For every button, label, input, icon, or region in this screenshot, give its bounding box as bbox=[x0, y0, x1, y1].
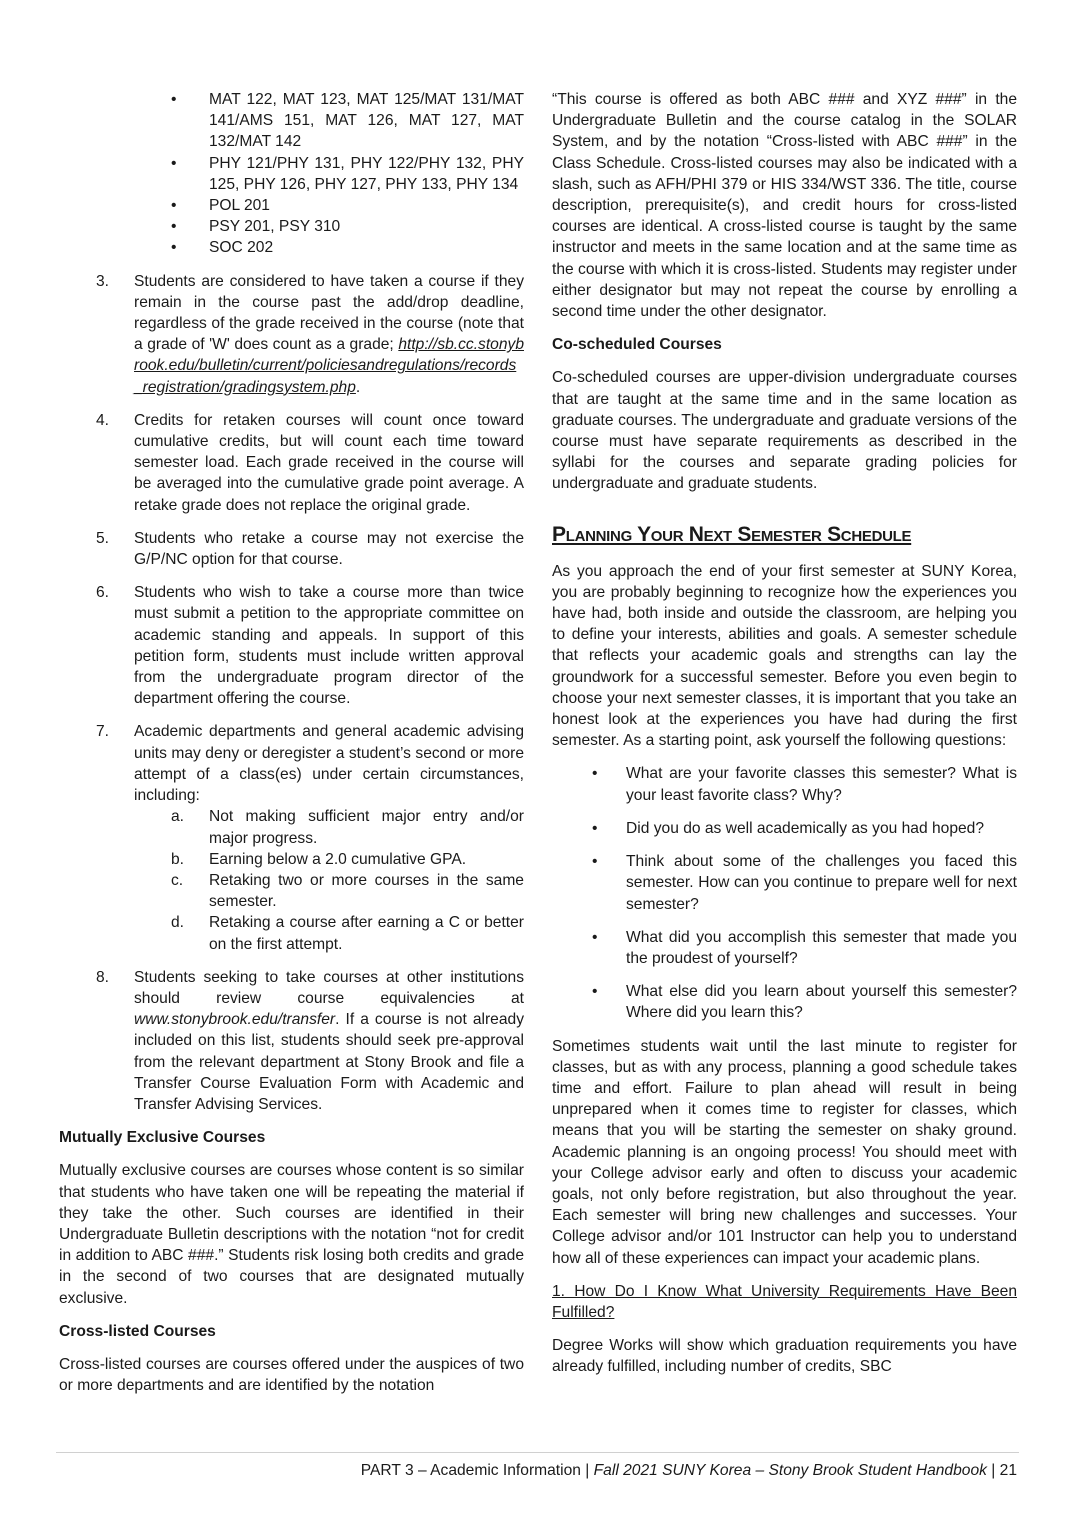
reflection-questions bbox=[552, 763, 1017, 1023]
list-item-5 bbox=[59, 528, 524, 570]
list-item: • What else did you learn about yourself this semester? Where did you learn this? bbox=[552, 981, 1017, 1023]
planning-body: Sometimes students wait until the last minute to register for classes, but as with any process, planning a good schedule takes time and effort. Failure to plan ahead will result in being unprepared when it comes time to register for classes, which means that you will be starting the semester on shaky ground. Academic planning is an ongoing process! You should meet with your College advisor early and often to discuss your academic goals, not only before registration, but also throughout the year. Each semester will bring new challenges and successes. Your College advisor and/or 101 Instructor can help you to understand how all of these experiences can impact your academic plans. bbox=[552, 1037, 1017, 1267]
list-item: • MAT 122, MAT 123, MAT 125/MAT 131/MAT 141/AMS 151, MAT 126, MAT 127, MAT 132/MAT 142 bbox=[59, 89, 524, 153]
cross-listed-text: Cross-listed courses are courses offered under the auspices of two or more departments and are identified by the notation bbox=[59, 1355, 524, 1395]
grading-system-link[interactable]: http://sb.cc.stonybrook.edu/bulletin/current/policiesandregulations/records_registration/gradingsystem.php bbox=[134, 336, 524, 396]
item-text: Academic departments and general academic advising units may deny or deregister a student’s second or more attempt of a class(es) under certain circumstances, including: bbox=[134, 723, 524, 805]
planning-intro: As you approach the end of your first semester at SUNY Korea, you are probably beginning to recognize how the experiences you have had, both inside and outside the classroom, are helping you to define your interests, abilities and goals. A semester schedule that reflects your academic goals and strengths can lay the groundwork for a successful semester. Before you even begin to choose your next semester classes, it is important that you take an honest look at the experiences you have had during the first semester. As a starting point, ask yourself the following questions: bbox=[552, 562, 1017, 750]
list-item-4 bbox=[59, 410, 524, 516]
co-scheduled-heading: Co-scheduled Courses bbox=[552, 336, 722, 354]
sub-text: Earning below a 2.0 cumulative GPA. bbox=[209, 850, 467, 868]
item-number: 8. bbox=[96, 968, 110, 986]
footer-separator: | bbox=[986, 1462, 1000, 1479]
list-item: • Did you do as well academically as you had hoped? bbox=[552, 818, 1017, 839]
co-scheduled-text: Co-scheduled courses are upper-division undergraduate courses that are taught at the same time and in the same location as graduate courses. The undergraduate and graduate versions of the course must have separate requirements as described in the syllabi for the courses and separate grading policies for undergraduate and graduate students. bbox=[552, 369, 1017, 493]
sub-letter: b. bbox=[171, 850, 185, 868]
item-number: 7. bbox=[96, 723, 110, 741]
item-text: Credits for retaken courses will count once toward cumulative credits, but will count each time toward semester load. Each grade received in the course will be averaged into the cumulative grade point average. A retake grade does not replace the original grade. bbox=[134, 411, 524, 514]
cross-listed-heading: Cross-listed Courses bbox=[59, 1322, 216, 1340]
footer-handbook-title: Fall 2021 SUNY Korea – Stony Brook Student Handbook bbox=[593, 1462, 987, 1479]
page-footer bbox=[361, 1461, 1017, 1481]
section-title: Planning Your Next Semester Schedule bbox=[552, 522, 912, 546]
footer-divider bbox=[56, 1452, 1019, 1453]
sub-text: Retaking two or more courses in the same semester. bbox=[209, 871, 524, 911]
list-item-6 bbox=[59, 582, 524, 709]
requirements-question-heading: 1. How Do I Know What University Requirements Have Been Fulfilled? bbox=[552, 1282, 1017, 1321]
list-item-3 bbox=[59, 271, 524, 398]
sublist-item bbox=[134, 870, 524, 912]
list-item: • Think about some of the challenges you faced this semester. How can you continue to prepare well for next semester? bbox=[552, 851, 1017, 915]
sub-text: Retaking a course after earning a C or better on the first attempt. bbox=[209, 914, 524, 953]
list-item: • PSY 201, PSY 310 bbox=[59, 216, 524, 237]
sub-text: Not making sufficient major entry and/or major progress. bbox=[209, 808, 524, 847]
sublist-item bbox=[134, 912, 524, 954]
list-item-7 bbox=[59, 721, 524, 954]
sublist-item bbox=[134, 849, 524, 870]
item-text: Students seeking to take courses at other institutions should review course equivalencies at bbox=[134, 968, 524, 1007]
transfer-url: www.stonybrook.edu/transfer bbox=[134, 1011, 336, 1029]
item-number: 4. bbox=[96, 411, 110, 429]
circumstances-sublist bbox=[134, 806, 524, 954]
item-punct: . bbox=[355, 378, 361, 396]
item-text: Students who wish to take a course more than twice must submit a petition to the appropriate committee on academic standing and appeals. In support of this petition form, students must include written approval from the undergraduate program director of the department offering the course. bbox=[134, 584, 524, 708]
sub-letter: c. bbox=[171, 871, 184, 889]
sub-letter: d. bbox=[171, 914, 185, 932]
list-item-8 bbox=[59, 967, 524, 1115]
list-item: • PHY 121/PHY 131, PHY 122/PHY 132, PHY 125, PHY 126, PHY 127, PHY 133, PHY 134 bbox=[59, 153, 524, 195]
footer-separator: | bbox=[580, 1462, 594, 1479]
requirements-answer: Degree Works will show which graduation requirements you have already fulfilled, including number of credits, SBC bbox=[552, 1337, 1017, 1376]
item-text: Students who retake a course may not exercise the G/P/NC option for that course. bbox=[134, 529, 524, 569]
sublist-item bbox=[134, 806, 524, 848]
item-number: 3. bbox=[96, 272, 110, 290]
item-number: 5. bbox=[96, 529, 110, 547]
item-text-cont: . If a course is not already included on this list, students should seek pre-approval from the relevant department at Stony Brook and file a Transfer Course Evaluation Form with Academic and Transfer Advising Services. bbox=[134, 1011, 524, 1113]
item-text: Students are considered to have taken a course if they remain in the course past the add/drop deadline, regardless of the grade received in the course (note that a grade of 'W' does count as a grade; bbox=[134, 272, 524, 354]
retake-policy-list bbox=[59, 271, 524, 1116]
cross-listed-text-cont: “This course is offered as both ABC ### and XYZ ###” in the Undergraduate Bulletin and the course catalog in the SOLAR System, and by the notation “Cross-listed with ABC ###” in the Class Schedule. Cross-listed courses may also be indicated with a slash, such as AFH/PHI 379 or HIS 334/WST 336. The title, course description, prerequisite(s), and credit hours for cross-listed courses are identical. A cross-listed course is taught by the same instructor and meets in the same location and at the same time as the course with which it is cross-listed. Students may register under either designator but may not repeat the course by enrolling a second time under the other designator. bbox=[552, 91, 1017, 321]
page-number: 21 bbox=[999, 1462, 1017, 1479]
footer-part: PART 3 – Academic Information bbox=[360, 1462, 581, 1479]
list-item: • What did you accomplish this semester that made you the proudest of yourself? bbox=[552, 927, 1017, 969]
left-column bbox=[59, 89, 524, 1408]
mutually-exclusive-text: Mutually exclusive courses are courses whose content is so similar that students who have taken one will be repeating the material if they take the other. Such courses are identified in their Undergraduate Bulletin descriptions with the notation “not for credit in addition to ABC ###.” Students risk losing both credits and grade in the second of two courses that are designated mutually exclusive. bbox=[59, 1162, 524, 1307]
list-item: • POL 201 bbox=[59, 195, 524, 216]
list-item: • SOC 202 bbox=[59, 237, 524, 258]
mutually-exclusive-heading: Mutually Exclusive Courses bbox=[59, 1129, 266, 1147]
item-number: 6. bbox=[96, 584, 110, 602]
sub-letter: a. bbox=[171, 808, 185, 826]
course-bullet-list bbox=[59, 89, 524, 259]
right-column bbox=[552, 89, 1017, 1390]
list-item: • What are your favorite classes this semester? What is your least favorite class? Why? bbox=[552, 763, 1017, 805]
